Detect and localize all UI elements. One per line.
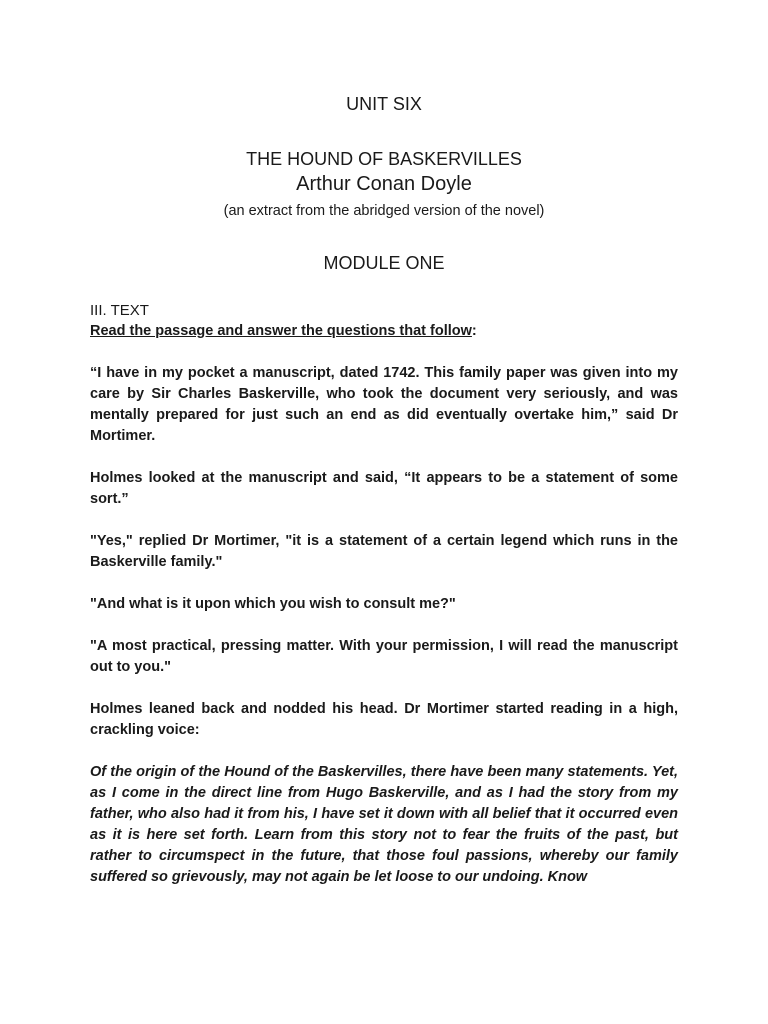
paragraph-2: Holmes looked at the manuscript and said, “It appears to be a statement of some sort.”	[90, 470, 678, 507]
paragraph-6: Holmes leaned back and nodded his head. Dr Mortimer started reading in a high, crackling voice:	[90, 701, 678, 738]
paragraph-4: "And what is it upon which you wish to consult me?"	[90, 596, 456, 612]
paragraph-1: “I have in my pocket a manuscript, dated 1742. This family paper was given into my care by Sir Charles Baskerville, who took the document very seriously, and was mentally prepared for just such an end as did eventually overtake him,” said Dr Mortimer.	[90, 365, 678, 444]
author-name: Arthur Conan Doyle	[296, 173, 472, 195]
paragraph-3: "Yes," replied Dr Mortimer, "it is a statement of a certain legend which runs in the Baskerville family."	[90, 533, 678, 570]
instruction-text: Read the passage and answer the questions that follow	[90, 323, 472, 339]
document-body	[90, 300, 678, 888]
manuscript-paragraph: Of the origin of the Hound of the Baskervilles, there have been many statements. Yet, as I come in the direct line from Hugo Baskerville, and as I had the story from my father, who also had it from his, I have set it down with all belief that it occurred even as it is here set forth. Learn from this story not to fear the fruits of the past, but rather to circumspect in the future, that those foul passions, whereby our family suffered so grievously, may not again be let loose to our undoing. Know	[90, 764, 678, 885]
extract-subtitle: (an extract from the abridged version of the novel)	[223, 203, 545, 219]
instruction-line	[90, 321, 678, 342]
book-title: THE HOUND OF BASKERVILLES	[246, 149, 522, 169]
section-heading: III. TEXT	[90, 302, 149, 319]
paragraph-5: "A most practical, pressing matter. With your permission, I will read the manuscript out to you."	[90, 638, 678, 675]
instruction-colon: :	[471, 323, 477, 339]
unit-heading: UNIT SIX	[346, 94, 422, 114]
module-heading: MODULE ONE	[323, 253, 445, 273]
